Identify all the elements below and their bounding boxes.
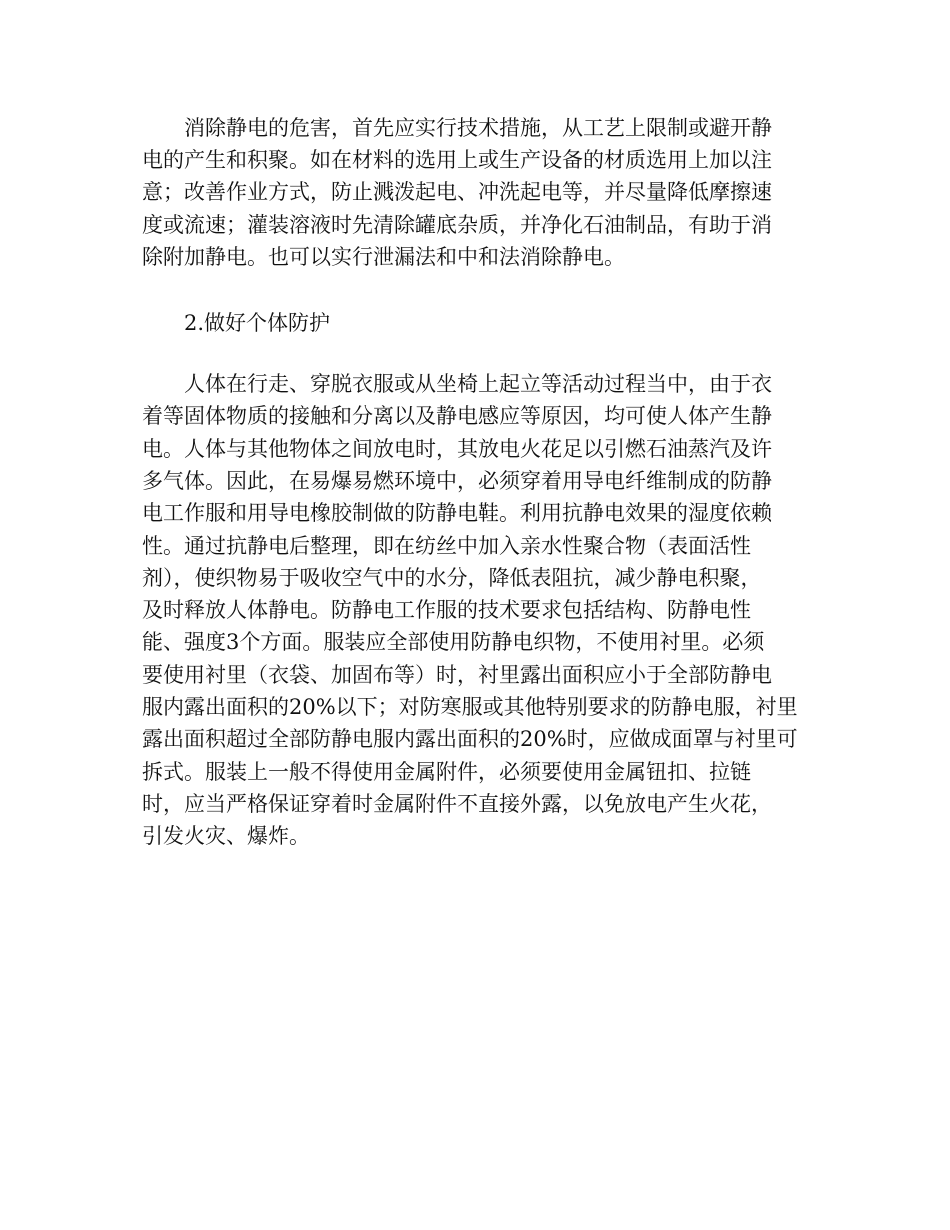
section-heading: 2.做好个体防护 bbox=[184, 311, 331, 335]
paragraph-1-line-5: 除附加静电。也可以实行泄漏法和中和法消除静电。 bbox=[142, 245, 625, 269]
paragraph-2-line-6: 性。通过抗静电后整理，即在纺丝中加入亲水性聚合物（表面活性 bbox=[142, 534, 751, 558]
paragraph-2-line-14: 时，应当严格保证穿着时金属附件不直接外露，以免放电产生火花， bbox=[142, 792, 772, 816]
paragraph-1-line-4: 度或流速；灌装溶液时先清除罐底杂质，并净化石油制品，有助于消 bbox=[142, 213, 772, 237]
paragraph-2-line-2: 着等固体物质的接触和分离以及静电感应等原因，均可使人体产生静 bbox=[142, 404, 772, 428]
paragraph-2-line-15: 引发火灾、爆炸。 bbox=[142, 824, 310, 848]
paragraph-2-line-11: 服内露出面积的20%以下；对防寒服或其他特别要求的防静电服，衬里 bbox=[142, 695, 798, 719]
paragraph-2-line-4: 多气体。因此，在易爆易燃环境中，必须穿着用导电纤维制成的防静 bbox=[142, 469, 772, 493]
paragraph-2-line-7: 剂），使织物易于吸收空气中的水分，降低表阻抗，减少静电积聚， bbox=[142, 566, 762, 590]
paragraph-1-line-1: 消除静电的危害，首先应实行技术措施，从工艺上限制或避开静 bbox=[184, 116, 772, 140]
paragraph-1-line-3: 意；改善作业方式，防止溅泼起电、冲洗起电等，并尽量降低摩擦速 bbox=[142, 180, 772, 204]
paragraph-2-line-9: 能、强度3个方面。服装应全部使用防静电织物，不使用衬里。必须 bbox=[142, 630, 765, 654]
paragraph-2-line-8: 及时释放人体静电。防静电工作服的技术要求包括结构、防静电性 bbox=[142, 598, 751, 622]
paragraph-2-line-5: 电工作服和用导电橡胶制做的防静电鞋。利用抗静电效果的湿度依赖 bbox=[142, 501, 772, 525]
paragraph-2-line-12: 露出面积超过全部防静电服内露出面积的20%时，应做成面罩与衬里可 bbox=[142, 727, 798, 751]
paragraph-2-line-3: 电。人体与其他物体之间放电时，其放电火花足以引燃石油蒸汽及许 bbox=[142, 437, 772, 461]
paragraph-1-line-2: 电的产生和积聚。如在材料的选用上或生产设备的材质选用上加以注 bbox=[142, 148, 772, 172]
paragraph-2-line-1: 人体在行走、穿脱衣服或从坐椅上起立等活动过程当中，由于衣 bbox=[184, 372, 772, 396]
paragraph-2-line-13: 拆式。服装上一般不得使用金属附件，必须要使用金属钮扣、拉链 bbox=[142, 760, 751, 784]
paragraph-2-line-10: 要使用衬里（衣袋、加固布等）时，衬里露出面积应小于全部防静电 bbox=[142, 663, 772, 687]
